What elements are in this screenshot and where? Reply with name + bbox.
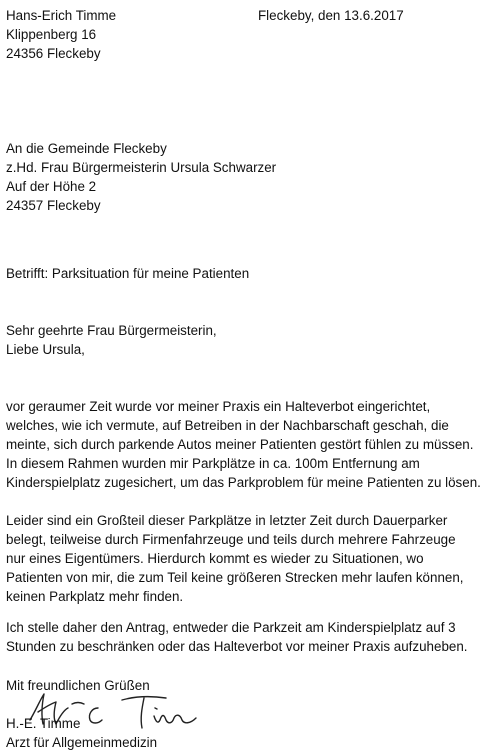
sender-name: Hans-Erich Timme [6,8,117,23]
recipient-city: 24357 Fleckeby [6,198,101,213]
body-p1-line: meinte, sich durch parkende Autos meiner Patienten gestört fühlen zu müssen. [6,437,474,452]
salutation-line2: Liebe Ursula, [6,342,85,357]
body-p2-line: Patienten von mir, die zum Teil keine größeren Strecken mehr laufen können, [6,570,464,585]
salutation-line1: Sehr geehrte Frau Bürgermeisterin, [6,323,217,338]
signoff-title: Arzt für Allgemeinmedizin [6,735,158,750]
body-p2-line: Leider sind ein Großteil dieser Parkplätze in letzter Zeit durch Dauerparker [6,513,448,528]
body-p2-line: nur eines Eigentümers. Hierdurch kommt es wieder zu Situationen, wo [6,551,424,566]
body-paragraph-3 [6,618,500,656]
place-date: Fleckeby, den 13.6.2017 [258,8,404,23]
recipient-line2: z.Hd. Frau Bürgermeisterin Ursula Schwarzer [6,160,277,175]
body-p1-line: In diesem Rahmen wurden mir Parkplätze in ca. 100m Entfernung am [6,456,420,471]
body-p1-line: welches, wie ich vermute, auf Betreiben in der Nachbarschaft geschah, die [6,418,449,433]
closing-greeting: Mit freundlichen Grüßen [6,678,150,693]
body-p3-line: Stunden zu beschränken oder das Halteverbot vor meiner Praxis aufzuheben. [6,639,468,654]
body-p2-line: keinen Parkplatz mehr finden. [6,589,184,604]
body-p3-line: Ich stelle daher den Antrag, entweder die Parkzeit am Kinderspielplatz auf 3 [6,620,456,635]
body-p1-line: vor geraumer Zeit wurde vor meiner Praxis ein Halteverbot eingerichtet, [6,399,431,414]
recipient-line1: An die Gemeinde Fleckeby [6,141,167,156]
body-paragraph-1 [6,397,500,492]
subject-line: Betrifft: Parksituation für meine Patienten [6,266,250,281]
body-p2-line: belegt, teilweise durch Firmenfahrzeuge und teils durch mehrere Fahrzeuge [6,532,456,547]
sender-city: 24356 Fleckeby [6,46,101,61]
sender-street: Klippenberg 16 [6,27,97,42]
signoff-name: H.-E. Timme [6,716,81,731]
body-paragraph-2 [6,511,500,606]
body-p1-line: Kinderspielplatz zugesichert, um das Parkproblem für meine Patienten zu lösen. [6,475,481,490]
recipient-street: Auf der Höhe 2 [6,179,97,194]
